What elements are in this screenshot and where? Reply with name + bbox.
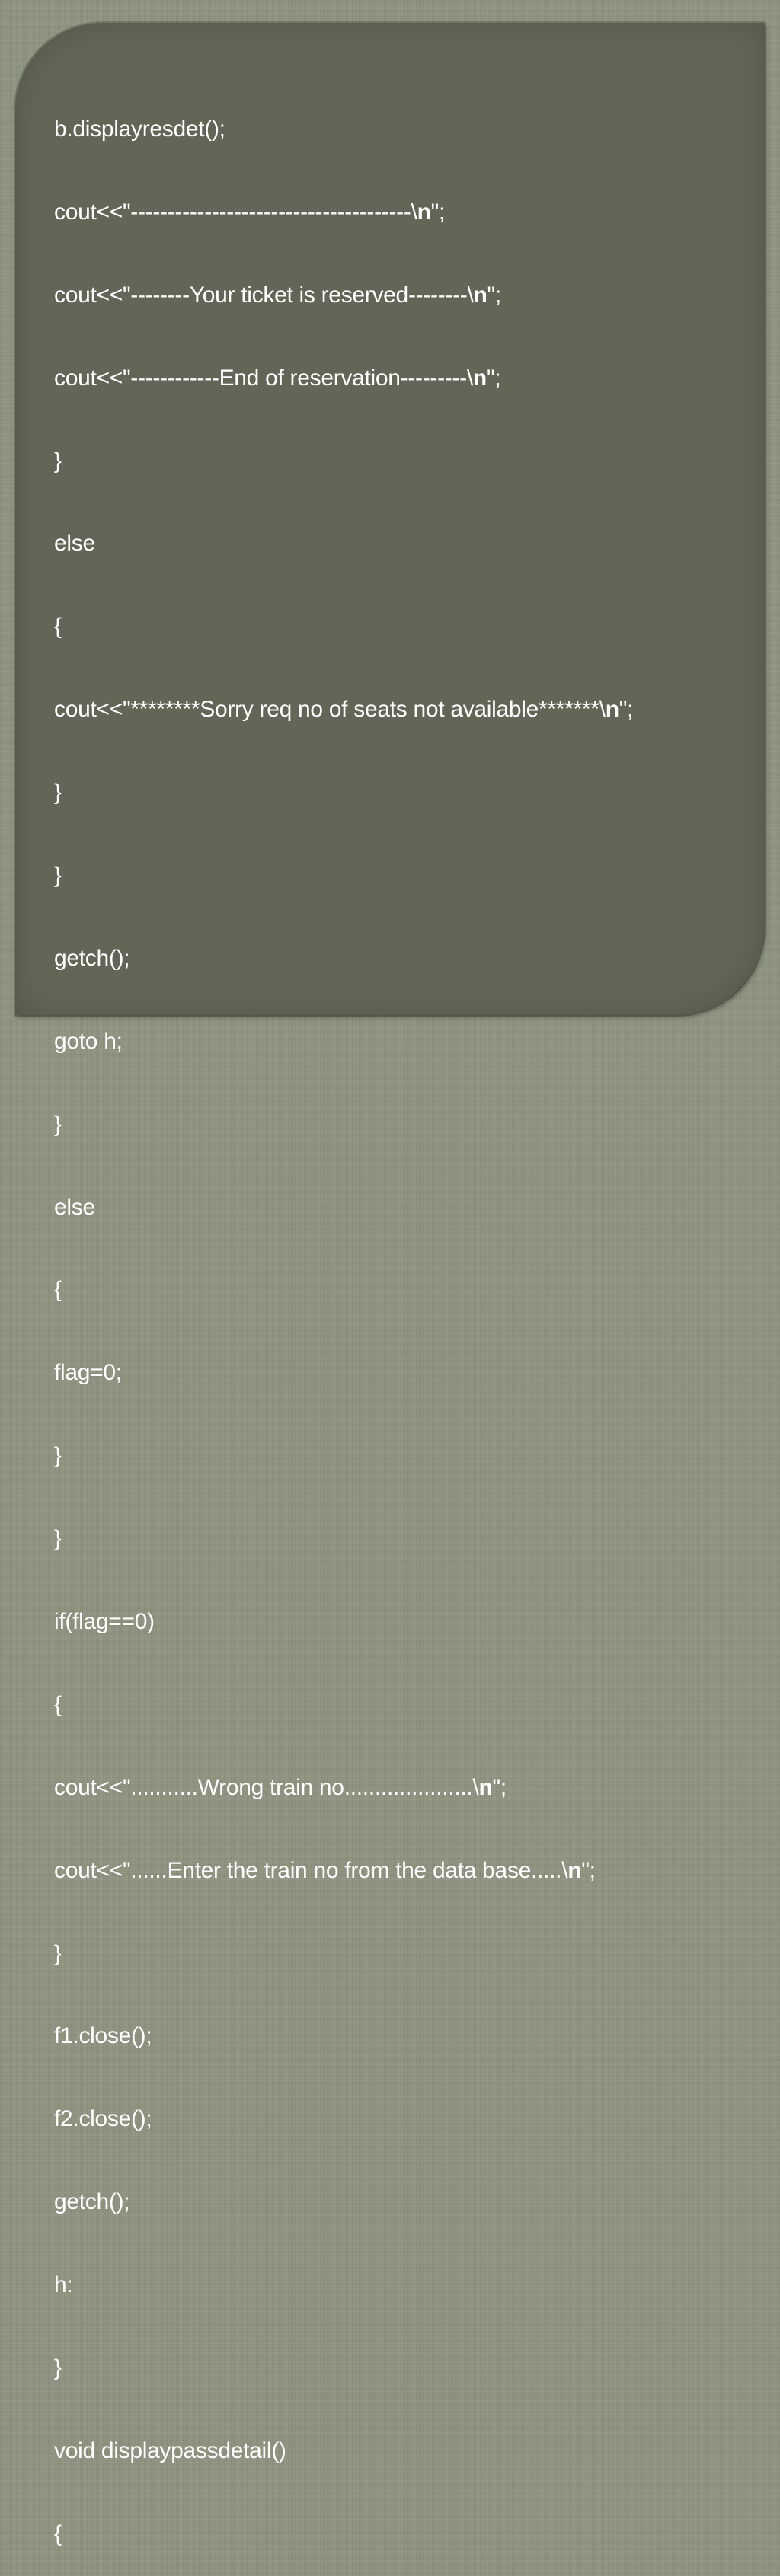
code-line: b.displayresdet();	[54, 117, 225, 142]
code-line: }	[54, 1111, 62, 1137]
code-block	[54, 62, 762, 2576]
code-line: if(flag==0)	[54, 1609, 155, 1635]
code-line: cout<<"...........Wrong train no.....................\n";	[54, 1774, 507, 1800]
code-line: getch();	[54, 945, 130, 971]
code-line: cout<<"------------End of reservation---------\n";	[54, 365, 501, 391]
code-line: f2.close();	[54, 2106, 152, 2132]
code-line: f1.close();	[54, 2023, 152, 2049]
code-line: }	[54, 863, 62, 889]
code-line: }	[54, 1526, 62, 1552]
code-line: }	[54, 2355, 62, 2381]
code-line: cout<<"......Enter the train no from the data base.....\n";	[54, 1857, 596, 1883]
code-line: cout<<"--------Your ticket is reserved--------\n";	[54, 282, 501, 308]
code-line: else	[54, 531, 95, 557]
code-line: {	[54, 1691, 62, 1717]
code-line: void displaypassdetail()	[54, 2437, 286, 2463]
code-line: {	[54, 1277, 62, 1303]
code-line: goto h;	[54, 1028, 123, 1054]
code-line: }	[54, 1940, 62, 1966]
code-line: else	[54, 1194, 95, 1220]
code-line: }	[54, 1443, 62, 1469]
code-line: h:	[54, 2272, 73, 2298]
code-line: flag=0;	[54, 1360, 122, 1386]
code-line: cout<<"********Sorry req no of seats not available*******\n";	[54, 697, 634, 723]
code-line: {	[54, 2520, 62, 2546]
code-line: {	[54, 614, 62, 640]
code-line: }	[54, 780, 62, 806]
code-line: }	[54, 448, 62, 474]
code-line: getch();	[54, 2189, 130, 2215]
code-line: cout<<"--------------------------------------\n";	[54, 199, 445, 225]
